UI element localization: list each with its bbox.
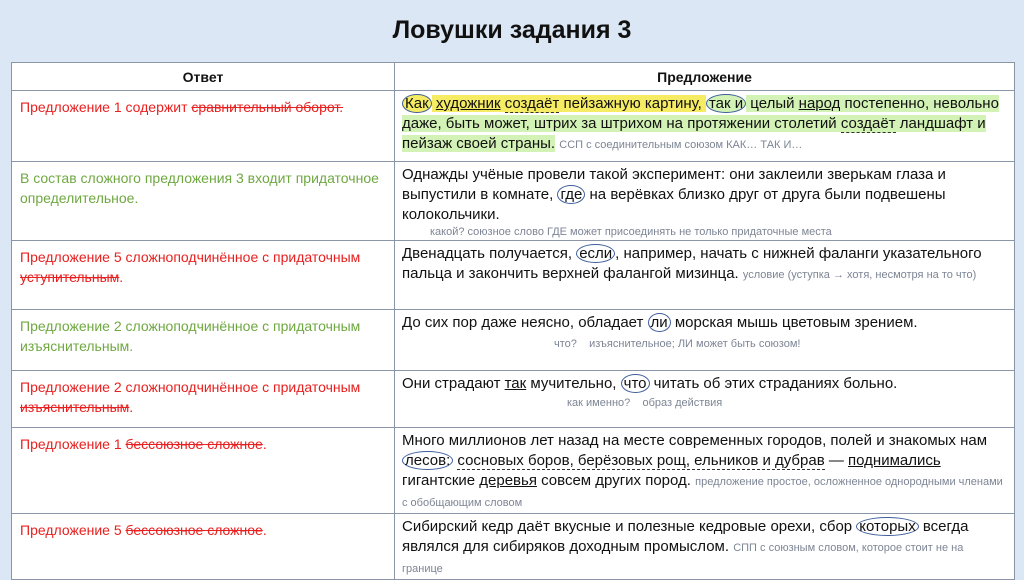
page-title: Ловушки задания 3	[392, 16, 632, 44]
sentence-note: что? изъяснительное; ЛИ может быть союзом!	[554, 338, 801, 350]
circled-word: так и	[706, 94, 746, 113]
answer-text: Предложение 5 сложноподчинённое с придаточным	[20, 249, 361, 265]
sentence-cell: Двенадцать получается, если , например, начать с нижней фаланги указательного пальца и закончить верхней фалангой мизинца. условие (уступка → хотя, несмотря на то что)	[395, 241, 1015, 310]
answer-text: Предложение 5	[20, 522, 126, 538]
answer-text: Предложение 2 сложноподчинённое с придаточным	[20, 379, 361, 395]
sentence-note: СПП с союзным словом, которое стоит не на границе	[402, 542, 964, 575]
underlined-word: создаёт	[840, 115, 896, 132]
underlined-word: так	[504, 375, 527, 392]
underlined-word: создаёт	[504, 95, 560, 112]
sentence-cell: Как художник создаёт пейзажную картину, так и целый народ постепенно, невольно даже, быть может, штрих за штрихом на протяжении столетий создаёт ландшафт и пейзаж своей страны. ССП с соединительным союзом КАК… ТАК И…	[395, 91, 1015, 162]
underlined-word: деревья	[479, 472, 537, 489]
answer-cell: Предложение 2 сложноподчинённое с придаточным изъяснительным.	[12, 371, 395, 428]
circled-word: что	[621, 374, 650, 393]
sentence-note: как именно? образ действия	[567, 397, 723, 409]
answer-cell	[12, 162, 395, 241]
table-row	[12, 371, 1015, 428]
answer-cell: Предложение 1 бессоюзное сложное.	[12, 428, 395, 514]
answer-cell: Предложение 5 сложноподчинённое с придаточным уступительным.	[12, 241, 395, 310]
circled-word: Как	[402, 94, 432, 113]
sentence-cell: Сибирский кедр даёт вкусные и полезные кедровые орехи, сбор которых всегда являлся для сибиряков доходным промыслом. СПП с союзным словом, которое стоит не на границе	[395, 514, 1015, 580]
circled-word: ли	[648, 313, 671, 332]
sentence-note: ССП с соединительным союзом КАК… ТАК И…	[559, 139, 803, 151]
answer-text: В состав сложного предложения 3 входит придаточное определительное.	[20, 170, 379, 206]
circled-word: которых	[856, 517, 918, 536]
struck-text: бессоюзное сложное	[125, 522, 263, 538]
answer-cell	[12, 310, 395, 371]
circled-word: лесов:	[402, 451, 453, 470]
underlined-word: сосновых боров, берёзовых рощ, ельников и дубрав	[457, 452, 825, 469]
answer-text: Предложение 1 содержит	[20, 99, 192, 115]
circled-word: где	[557, 185, 585, 204]
circled-word: если	[576, 244, 615, 263]
struck-text: уступительным	[20, 269, 120, 285]
answer-cell	[12, 91, 395, 162]
table-row	[12, 91, 1015, 162]
sentence-cell: Однажды учёные провели такой эксперимент: они заклеили зверькам глаза и выпустили в комнате, где на верёвках близко друг от друга были подвешены колокольчики. какой? союзное слово ГДЕ может присоединять не только придаточные места	[395, 162, 1015, 241]
struck-text: изъяснительным	[20, 399, 130, 415]
table-row	[12, 162, 1015, 241]
header-answer: Ответ	[12, 63, 395, 91]
table-row	[12, 514, 1015, 580]
answer-text: Предложение 2 сложноподчинённое с придаточным изъяснительным.	[20, 318, 361, 354]
traps-table	[11, 62, 1015, 580]
underlined-word: народ	[798, 95, 841, 112]
underlined-word: художник	[435, 95, 501, 112]
sentence-note: условие (уступка → хотя, несмотря на то что)	[742, 269, 977, 281]
sentence-note: предложение простое, осложненное однородными членами с обобщающим словом	[402, 476, 1003, 509]
table-row	[12, 310, 1015, 371]
table-row	[12, 241, 1015, 310]
sentence-cell: До сих пор даже неясно, обладает ли морская мышь цветовым зрением. что? изъяснительное; ЛИ может быть союзом!	[395, 310, 1015, 371]
sentence-note: какой? союзное слово ГДЕ может присоединять не только придаточные места	[430, 226, 832, 238]
table-row	[12, 428, 1015, 514]
header-sentence: Предложение	[395, 63, 1015, 91]
answer-text: Предложение 1	[20, 436, 126, 452]
answer-cell: Предложение 5 бессоюзное сложное.	[12, 514, 395, 580]
underlined-word: поднимались	[848, 452, 941, 469]
struck-text: бессоюзное сложное	[125, 436, 263, 452]
table-header-row	[12, 63, 1015, 91]
sentence-cell: Много миллионов лет назад на месте современных городов, полей и знакомых нам лесов: сосновых боров, берёзовых рощ, ельников и дубрав — поднимались гигантские деревья совсем других пород. предложение простое, осложненное однородными членами с обобщающим словом	[395, 428, 1015, 514]
sentence-cell: Они страдают так мучительно, что читать об этих страданиях больно. как именно? образ действия	[395, 371, 1015, 428]
struck-text: сравнительный оборот.	[191, 99, 344, 115]
